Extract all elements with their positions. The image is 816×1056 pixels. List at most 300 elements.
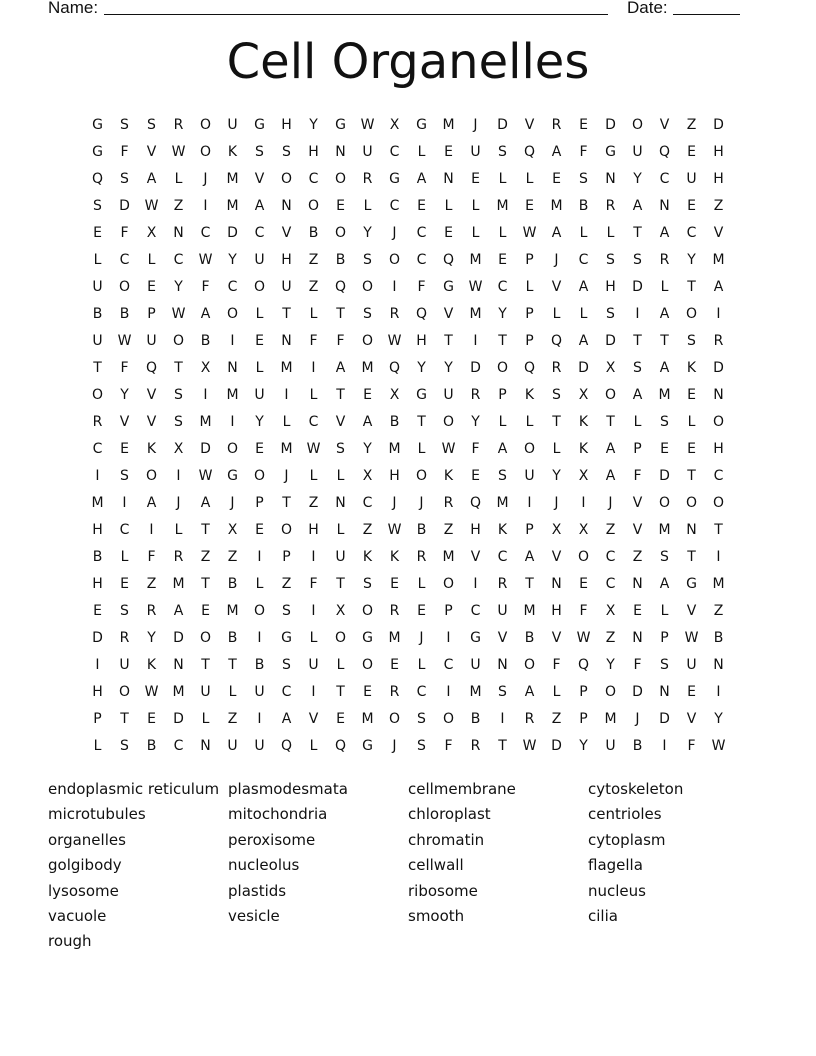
grid-letter[interactable]: M [280,360,293,376]
grid-letter[interactable]: O [280,522,293,538]
grid-letter[interactable]: C [119,522,130,538]
grid-letter[interactable]: M [361,360,374,376]
grid-letter[interactable]: R [389,603,400,619]
grid-letter[interactable]: T [282,495,291,511]
grid-letter[interactable]: X [146,225,157,241]
grid-letter[interactable]: P [633,441,642,457]
grid-letter[interactable]: M [226,198,239,214]
grid-letter[interactable]: W [171,306,186,322]
grid-letter[interactable]: N [335,144,346,160]
grid-letter[interactable]: F [201,279,210,295]
grid-letter[interactable]: L [579,306,588,322]
grid-letter[interactable]: U [254,738,265,754]
grid-letter[interactable]: S [255,144,264,160]
grid-letter[interactable]: U [470,657,481,673]
grid-letter[interactable]: N [659,198,670,214]
grid-letter[interactable]: C [119,252,130,268]
grid-letter[interactable]: N [227,360,238,376]
grid-letter[interactable]: O [361,603,374,619]
grid-letter[interactable]: O [334,630,347,646]
grid-letter[interactable]: C [470,603,481,619]
grid-letter[interactable]: P [660,630,669,646]
grid-letter[interactable]: B [416,522,427,538]
grid-letter[interactable]: K [686,360,697,376]
grid-letter[interactable]: O [496,360,509,376]
grid-letter[interactable]: Y [363,225,372,241]
grid-letter[interactable]: L [552,684,561,700]
grid-letter[interactable]: I [500,711,505,727]
grid-letter[interactable]: T [660,333,669,349]
grid-letter[interactable]: U [632,144,643,160]
grid-letter[interactable]: O [118,684,131,700]
grid-letter[interactable]: S [174,414,183,430]
grid-letter[interactable]: A [281,711,292,727]
grid-letter[interactable]: J [419,495,424,511]
grid-letter[interactable]: V [551,549,562,565]
date-blank-line[interactable] [673,14,740,15]
grid-letter[interactable]: L [660,279,669,295]
grid-letter[interactable]: W [198,252,213,268]
grid-letter[interactable]: B [92,549,103,565]
grid-letter[interactable]: A [146,171,157,187]
grid-letter[interactable]: M [658,522,671,538]
grid-letter[interactable]: S [417,738,426,754]
grid-letter[interactable]: T [498,738,507,754]
grid-letter[interactable]: I [446,684,451,700]
grid-letter[interactable]: C [497,549,508,565]
grid-letter[interactable]: I [446,630,451,646]
grid-letter[interactable]: O [523,441,536,457]
grid-letter[interactable]: I [284,387,289,403]
grid-letter[interactable]: T [228,657,237,673]
grid-letter[interactable]: C [686,225,697,241]
grid-letter[interactable]: H [92,522,103,538]
grid-letter[interactable]: F [147,549,156,565]
grid-letter[interactable]: E [660,441,669,457]
grid-letter[interactable]: V [119,414,130,430]
grid-letter[interactable]: O [334,171,347,187]
grid-letter[interactable]: Y [606,657,615,673]
grid-letter[interactable]: Z [713,198,724,214]
grid-letter[interactable]: L [120,549,129,565]
grid-letter[interactable]: D [173,711,184,727]
grid-letter[interactable]: T [174,360,183,376]
grid-letter[interactable]: O [631,117,644,133]
grid-letter[interactable]: O [442,576,455,592]
grid-letter[interactable]: C [281,684,292,700]
grid-letter[interactable]: E [336,711,345,727]
grid-letter[interactable]: M [361,711,374,727]
grid-letter[interactable]: T [93,360,102,376]
grid-letter[interactable]: K [578,414,589,430]
grid-letter[interactable]: A [659,360,670,376]
grid-letter[interactable]: R [389,306,400,322]
grid-letter[interactable]: P [525,252,534,268]
grid-letter[interactable]: N [551,576,562,592]
grid-letter[interactable]: N [497,657,508,673]
grid-letter[interactable]: E [363,684,372,700]
grid-letter[interactable]: B [578,198,589,214]
grid-letter[interactable]: Y [687,252,696,268]
grid-letter[interactable]: L [309,306,318,322]
grid-letter[interactable]: T [336,576,345,592]
grid-letter[interactable]: I [473,333,478,349]
grid-letter[interactable]: E [417,198,426,214]
grid-letter[interactable]: E [336,198,345,214]
grid-letter[interactable]: L [336,522,345,538]
grid-letter[interactable]: B [470,711,481,727]
grid-letter[interactable]: M [469,252,482,268]
grid-letter[interactable]: O [442,711,455,727]
grid-letter[interactable]: V [470,549,481,565]
grid-letter[interactable]: Q [334,738,347,754]
grid-letter[interactable]: O [577,549,590,565]
grid-letter[interactable]: F [579,603,588,619]
grid-letter[interactable]: R [173,549,184,565]
grid-letter[interactable]: L [309,630,318,646]
grid-letter[interactable]: S [282,144,291,160]
grid-letter[interactable]: C [200,225,211,241]
grid-letter[interactable]: I [716,306,721,322]
grid-letter[interactable]: C [362,495,373,511]
grid-letter[interactable]: N [281,198,292,214]
grid-letter[interactable]: E [93,225,102,241]
grid-letter[interactable]: F [633,468,642,484]
grid-letter[interactable]: I [311,684,316,700]
grid-letter[interactable]: Z [551,711,562,727]
grid-letter[interactable]: V [146,144,157,160]
grid-letter[interactable]: S [282,657,291,673]
grid-letter[interactable]: F [120,225,129,241]
grid-letter[interactable]: R [119,630,130,646]
grid-letter[interactable]: O [388,252,401,268]
grid-letter[interactable]: U [281,279,292,295]
grid-letter[interactable]: T [444,333,453,349]
grid-letter[interactable]: R [416,549,427,565]
grid-letter[interactable]: P [525,333,534,349]
grid-letter[interactable]: G [362,630,373,646]
grid-letter[interactable]: S [633,252,642,268]
grid-letter[interactable]: Q [469,495,482,511]
grid-letter[interactable]: L [498,171,507,187]
grid-letter[interactable]: V [335,414,346,430]
grid-letter[interactable]: X [578,522,589,538]
grid-letter[interactable]: C [173,738,184,754]
grid-letter[interactable]: P [282,549,291,565]
grid-letter[interactable]: E [498,252,507,268]
grid-letter[interactable]: E [525,198,534,214]
grid-letter[interactable]: A [605,468,616,484]
grid-letter[interactable]: S [687,333,696,349]
grid-letter[interactable]: W [171,144,186,160]
grid-letter[interactable]: E [255,522,264,538]
grid-letter[interactable]: Z [281,576,292,592]
grid-letter[interactable]: L [255,306,264,322]
grid-letter[interactable]: T [606,414,615,430]
grid-letter[interactable]: P [579,684,588,700]
grid-letter[interactable]: I [311,549,316,565]
grid-letter[interactable]: H [605,279,616,295]
grid-letter[interactable]: I [257,630,262,646]
grid-letter[interactable]: Y [471,414,480,430]
grid-letter[interactable]: L [525,414,534,430]
grid-letter[interactable]: M [712,576,725,592]
grid-letter[interactable]: E [147,279,156,295]
grid-letter[interactable]: E [687,144,696,160]
grid-letter[interactable]: Y [552,468,561,484]
grid-letter[interactable]: L [498,414,507,430]
grid-letter[interactable]: S [147,117,156,133]
grid-letter[interactable]: O [199,144,212,160]
grid-letter[interactable]: L [336,657,345,673]
grid-letter[interactable]: Y [498,306,507,322]
grid-letter[interactable]: O [307,198,320,214]
grid-letter[interactable]: J [419,630,424,646]
grid-letter[interactable]: F [336,333,345,349]
grid-letter[interactable]: Z [686,117,697,133]
name-blank-line[interactable] [104,14,608,15]
grid-letter[interactable]: M [172,684,185,700]
grid-letter[interactable]: X [173,441,184,457]
grid-letter[interactable]: O [523,657,536,673]
grid-letter[interactable]: E [255,441,264,457]
grid-letter[interactable]: V [524,117,535,133]
grid-letter[interactable]: X [362,468,373,484]
grid-letter[interactable]: B [335,252,346,268]
grid-letter[interactable]: U [200,684,211,700]
grid-letter[interactable]: D [659,468,670,484]
grid-letter[interactable]: L [309,387,318,403]
grid-letter[interactable]: O [685,306,698,322]
grid-letter[interactable]: E [93,603,102,619]
grid-letter[interactable]: Q [523,360,536,376]
grid-letter[interactable]: D [119,198,130,214]
grid-letter[interactable]: M [523,603,536,619]
grid-letter[interactable]: U [92,279,103,295]
grid-letter[interactable]: P [147,306,156,322]
grid-letter[interactable]: O [334,225,347,241]
grid-letter[interactable]: H [308,144,319,160]
grid-letter[interactable]: Q [91,171,104,187]
grid-letter[interactable]: D [470,360,481,376]
grid-letter[interactable]: L [579,225,588,241]
grid-letter[interactable]: U [254,387,265,403]
grid-letter[interactable]: B [200,333,211,349]
grid-letter[interactable]: N [173,225,184,241]
grid-letter[interactable]: P [444,603,453,619]
grid-letter[interactable]: E [471,171,480,187]
grid-letter[interactable]: Q [145,360,158,376]
grid-letter[interactable]: F [633,657,642,673]
grid-letter[interactable]: L [417,576,426,592]
grid-letter[interactable]: S [579,171,588,187]
grid-letter[interactable]: O [442,414,455,430]
grid-letter[interactable]: T [336,387,345,403]
grid-letter[interactable]: O [361,333,374,349]
grid-letter[interactable]: I [176,468,181,484]
grid-letter[interactable]: W [387,333,402,349]
grid-letter[interactable]: L [444,198,453,214]
grid-letter[interactable]: I [203,387,208,403]
grid-letter[interactable]: T [633,333,642,349]
grid-letter[interactable]: U [686,171,697,187]
grid-letter[interactable]: H [281,117,292,133]
grid-letter[interactable]: C [227,279,238,295]
grid-letter[interactable]: A [200,495,211,511]
grid-letter[interactable]: R [443,495,454,511]
grid-letter[interactable]: S [363,576,372,592]
grid-letter[interactable]: E [147,711,156,727]
grid-letter[interactable]: E [687,684,696,700]
grid-letter[interactable]: Y [633,171,642,187]
grid-letter[interactable]: L [363,198,372,214]
grid-letter[interactable]: T [498,333,507,349]
grid-letter[interactable]: L [174,171,183,187]
grid-letter[interactable]: Y [228,252,237,268]
grid-letter[interactable]: A [524,549,535,565]
grid-letter[interactable]: S [120,117,129,133]
grid-letter[interactable]: A [632,198,643,214]
grid-letter[interactable]: L [309,468,318,484]
grid-letter[interactable]: R [146,603,157,619]
grid-letter[interactable]: S [633,360,642,376]
grid-letter[interactable]: T [120,711,129,727]
grid-letter[interactable]: G [416,387,427,403]
grid-letter[interactable]: L [93,738,102,754]
grid-letter[interactable]: S [363,306,372,322]
grid-letter[interactable]: L [552,306,561,322]
grid-letter[interactable]: V [497,630,508,646]
grid-letter[interactable]: S [498,684,507,700]
grid-letter[interactable]: S [552,387,561,403]
grid-letter[interactable]: E [444,225,453,241]
grid-letter[interactable]: C [173,252,184,268]
grid-letter[interactable]: L [687,414,696,430]
grid-letter[interactable]: I [527,495,532,511]
grid-letter[interactable]: C [416,252,427,268]
grid-letter[interactable]: C [443,657,454,673]
grid-letter[interactable]: M [496,495,509,511]
grid-letter[interactable]: I [149,522,154,538]
grid-letter[interactable]: G [254,117,265,133]
grid-letter[interactable]: A [173,603,184,619]
grid-letter[interactable]: V [713,225,724,241]
grid-letter[interactable]: Y [309,117,318,133]
grid-letter[interactable]: X [389,387,400,403]
grid-letter[interactable]: W [306,441,321,457]
grid-letter[interactable]: S [660,414,669,430]
grid-letter[interactable]: G [227,468,238,484]
grid-letter[interactable]: D [173,630,184,646]
grid-letter[interactable]: S [336,441,345,457]
grid-letter[interactable]: S [417,711,426,727]
grid-letter[interactable]: V [659,117,670,133]
grid-letter[interactable]: J [554,252,559,268]
grid-letter[interactable]: N [713,657,724,673]
grid-letter[interactable]: V [281,225,292,241]
grid-letter[interactable]: A [659,576,670,592]
grid-letter[interactable]: E [579,117,588,133]
grid-letter[interactable]: L [606,225,615,241]
grid-letter[interactable]: I [311,603,316,619]
grid-letter[interactable]: Z [605,522,616,538]
grid-letter[interactable]: S [120,738,129,754]
grid-letter[interactable]: A [713,279,724,295]
grid-letter[interactable]: J [284,468,289,484]
grid-letter[interactable]: R [551,117,562,133]
grid-letter[interactable]: R [713,333,724,349]
grid-letter[interactable]: L [417,657,426,673]
grid-letter[interactable]: E [471,468,480,484]
grid-letter[interactable]: X [227,522,238,538]
grid-letter[interactable]: L [93,252,102,268]
grid-letter[interactable]: F [471,441,480,457]
grid-letter[interactable]: V [443,306,454,322]
grid-letter[interactable]: C [416,225,427,241]
grid-letter[interactable]: C [254,225,265,241]
grid-letter[interactable]: O [145,468,158,484]
grid-letter[interactable]: S [120,468,129,484]
grid-letter[interactable]: Y [444,360,453,376]
grid-letter[interactable]: N [281,333,292,349]
grid-letter[interactable]: H [713,144,724,160]
grid-letter[interactable]: W [387,522,402,538]
grid-letter[interactable]: G [686,576,697,592]
grid-letter[interactable]: A [254,198,265,214]
grid-letter[interactable]: F [552,657,561,673]
grid-letter[interactable]: F [579,144,588,160]
grid-letter[interactable]: A [416,171,427,187]
grid-letter[interactable]: E [687,387,696,403]
grid-letter[interactable]: Q [388,360,401,376]
grid-letter[interactable]: E [363,387,372,403]
grid-letter[interactable]: D [605,333,616,349]
grid-letter[interactable]: H [713,441,724,457]
grid-letter[interactable]: O [280,171,293,187]
grid-letter[interactable]: U [497,603,508,619]
grid-letter[interactable]: D [713,360,724,376]
grid-letter[interactable]: O [415,468,428,484]
grid-letter[interactable]: M [91,495,104,511]
grid-letter[interactable]: G [92,117,103,133]
grid-letter[interactable]: X [335,603,346,619]
grid-letter[interactable]: M [388,630,401,646]
grid-letter[interactable]: T [201,657,210,673]
grid-letter[interactable]: B [254,657,265,673]
grid-letter[interactable]: V [146,387,157,403]
grid-letter[interactable]: P [525,306,534,322]
grid-letter[interactable]: J [473,117,478,133]
grid-letter[interactable]: Q [280,738,293,754]
grid-letter[interactable]: T [525,576,534,592]
grid-letter[interactable]: K [389,549,400,565]
grid-letter[interactable]: R [605,198,616,214]
grid-letter[interactable]: J [176,495,181,511]
grid-letter[interactable]: Y [147,630,156,646]
grid-letter[interactable]: T [687,279,696,295]
grid-letter[interactable]: I [95,468,100,484]
grid-letter[interactable]: C [308,171,319,187]
grid-letter[interactable]: G [362,738,373,754]
grid-letter[interactable]: M [658,387,671,403]
grid-letter[interactable]: Q [550,333,563,349]
grid-letter[interactable]: Q [658,144,671,160]
grid-letter[interactable]: Z [443,522,454,538]
grid-letter[interactable]: A [605,441,616,457]
grid-letter[interactable]: Y [363,441,372,457]
grid-letter[interactable]: D [713,117,724,133]
grid-letter[interactable]: V [551,279,562,295]
